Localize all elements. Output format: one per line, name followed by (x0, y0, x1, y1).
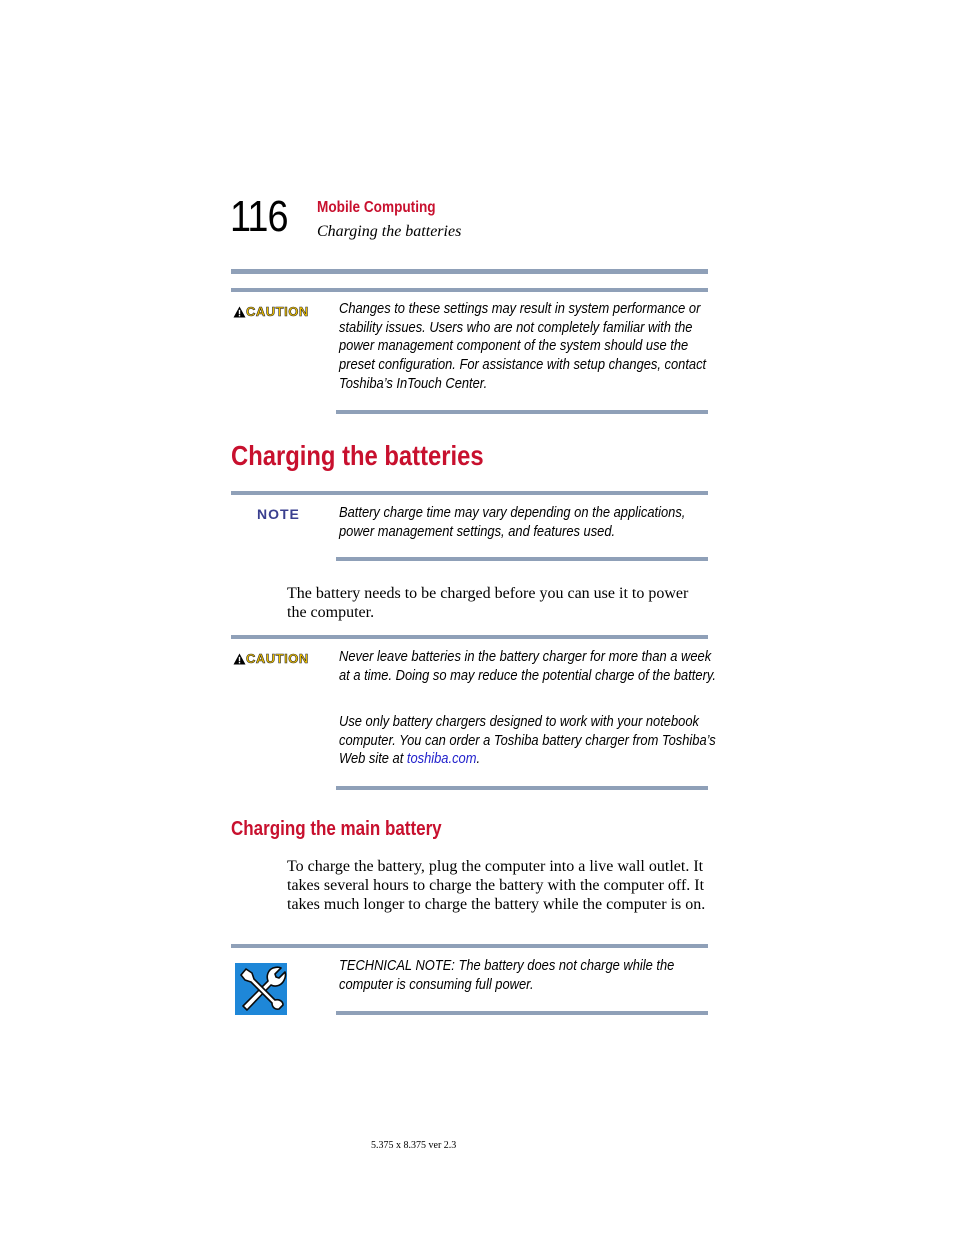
tech-note-top-rule (231, 944, 708, 948)
warning-icon (233, 306, 246, 318)
note-label: NOTE (257, 506, 300, 522)
warning-icon (233, 653, 246, 665)
caution-text: Changes to these settings may result in system performance or stability issues. Users who are not completely familiar with the power management component of the system should use the preset configuration. For assistance with setup changes, contact Toshiba’s InTouch Center. (339, 300, 707, 392)
caution-bottom-rule (336, 786, 708, 790)
page-number: 116 (230, 192, 288, 241)
tech-note-text: TECHNICAL NOTE: The battery does not charge while the computer is consuming full power. (339, 957, 675, 993)
caution-text-2-suffix: . (476, 750, 481, 768)
body-paragraph: To charge the battery, plug the computer into a live wall outlet. It takes several hours to charge the battery with the computer off. It takes much longer to charge the battery while the computer is on. (287, 858, 706, 913)
note-text: Battery charge time may vary depending on the applications, power management settings, and features used. (339, 504, 686, 540)
section-heading: Charging the batteries (231, 440, 484, 471)
header-rule (231, 269, 708, 274)
caution-top-rule (231, 288, 708, 292)
caution-bottom-rule (336, 410, 708, 414)
caution-badge (233, 651, 309, 666)
section-title: Charging the batteries (317, 223, 462, 240)
caution-label: CAUTION (246, 304, 309, 319)
caution-text-2-prefix: Use only battery chargers designed to work with your notebook computer. You can order a Toshiba battery charger from Toshiba’s Web site at (339, 713, 716, 768)
caution-badge (233, 304, 309, 319)
toshiba-link[interactable]: toshiba.com (406, 750, 477, 768)
caution-top-rule (231, 635, 708, 639)
chapter-title: Mobile Computing (317, 199, 436, 216)
body-paragraph: The battery needs to be charged before you can use it to power the computer. (287, 585, 689, 621)
note-bottom-rule (336, 557, 708, 561)
caution-label: CAUTION (246, 651, 309, 666)
footer-version: 5.375 x 8.375 ver 2.3 (371, 1140, 457, 1151)
caution-text: Never leave batteries in the battery charger for more than a week at a time. Doing so may reduce the potential charge of the battery. (339, 648, 716, 684)
tech-note-bottom-rule (336, 1011, 708, 1015)
note-top-rule (231, 491, 708, 495)
subsection-heading: Charging the main battery (231, 818, 442, 840)
caution-text-2 (339, 713, 717, 769)
wrench-icon (235, 963, 287, 1015)
